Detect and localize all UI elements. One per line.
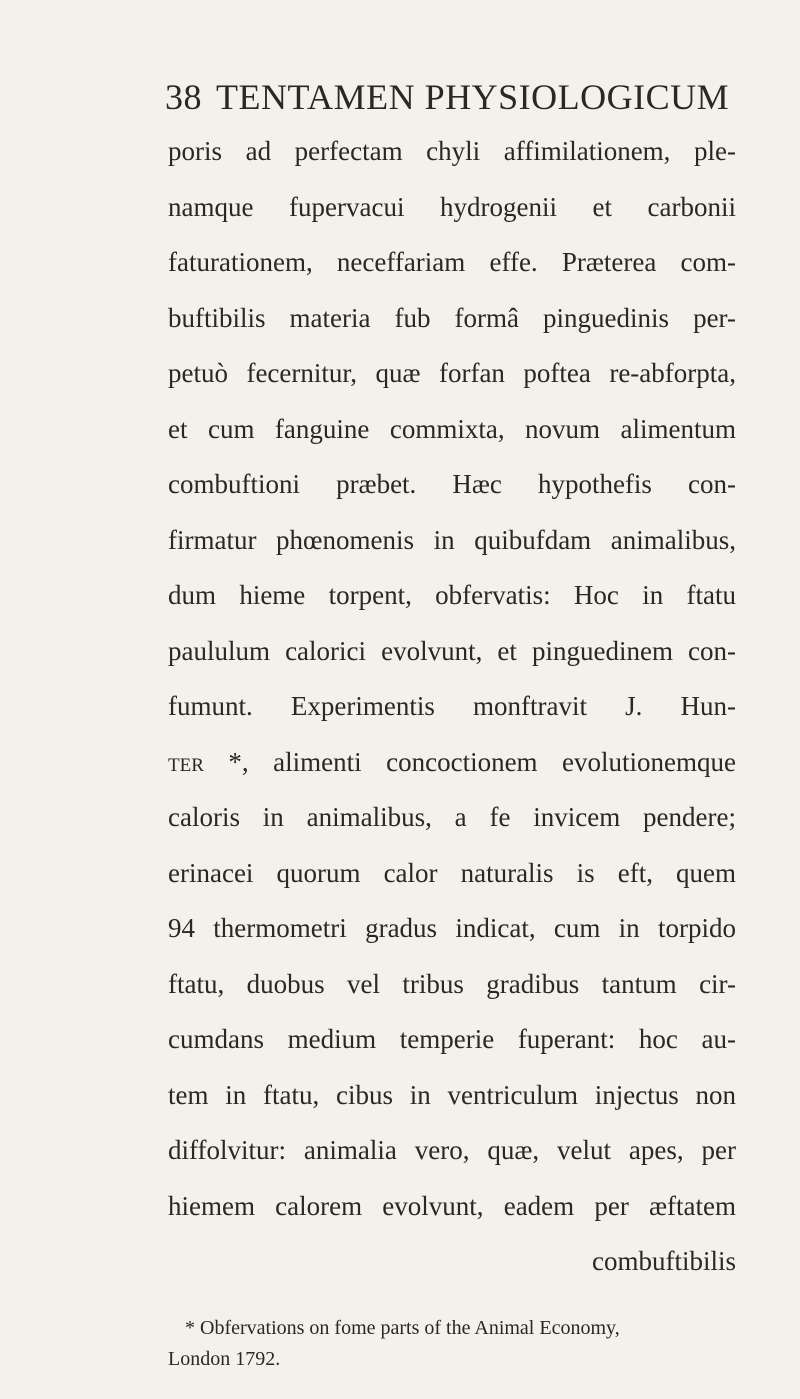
text-line: erinacei quorum calor naturalis is eft, quem: [168, 857, 736, 888]
text-line: dum hieme torpent, obfervatis: Hoc in ftatu: [168, 580, 736, 610]
text-line: diffolvitur: animalia vero, quæ, velut apes, per: [168, 1135, 736, 1165]
text-line: cumdans medium temperie fuperant: hoc au-: [168, 1024, 736, 1054]
catchword: combuftibilis: [592, 1246, 736, 1276]
page-number: 38: [165, 77, 202, 117]
author-smallcaps: ter *,: [168, 746, 249, 777]
text-line: firmatur phœnomenis in quibufdam animalibus,: [168, 524, 736, 555]
text-line: ftatu, duobus vel tribus gradibus tantum cir-: [168, 968, 736, 999]
footnote-line: London 1792.: [168, 1348, 281, 1370]
text-line: paululum calorici evolvunt, et pinguedinem con-: [168, 635, 736, 666]
text-line: tem in ftatu, cibus in ventriculum injectus non: [168, 1079, 736, 1110]
running-title: TENTAMEN PHYSIOLOGICUM: [216, 77, 730, 117]
text-line: 94 thermometri gradus indicat, cum in torpido: [168, 913, 736, 943]
text-line: faturationem, neceffariam effe. Præterea com-: [168, 247, 736, 277]
footnote: [168, 1313, 736, 1375]
text-line: caloris in animalibus, a fe invicem pendere;: [168, 802, 736, 832]
text-line: hiemem calorem evolvunt, eadem per æftatem: [168, 1190, 736, 1221]
running-head: [165, 72, 730, 122]
body-text: [168, 124, 736, 1290]
text-line-with-footnote-ref: [168, 735, 736, 791]
text-line: poris ad perfectam chyli affimilationem, ple-: [168, 136, 736, 166]
footnote-line: * Obfervations on fome parts of the Animal Economy,: [185, 1317, 620, 1339]
text-line: namque fupervacui hydrogenii et carbonii: [168, 191, 736, 222]
text-line: buftibilis materia fub formâ pinguedinis per-: [168, 302, 736, 333]
text-line-rest: alimenti concoctionem evolutionemque: [273, 746, 737, 777]
text-line: fumunt. Experimentis monftravit J. Hun-: [168, 691, 736, 721]
text-line: petuò fecernitur, quæ forfan poftea re-abforpta,: [168, 358, 736, 388]
text-line: combuftioni præbet. Hæc hypothefis con-: [168, 469, 736, 499]
text-line: et cum fanguine commixta, novum alimentum: [168, 413, 736, 444]
